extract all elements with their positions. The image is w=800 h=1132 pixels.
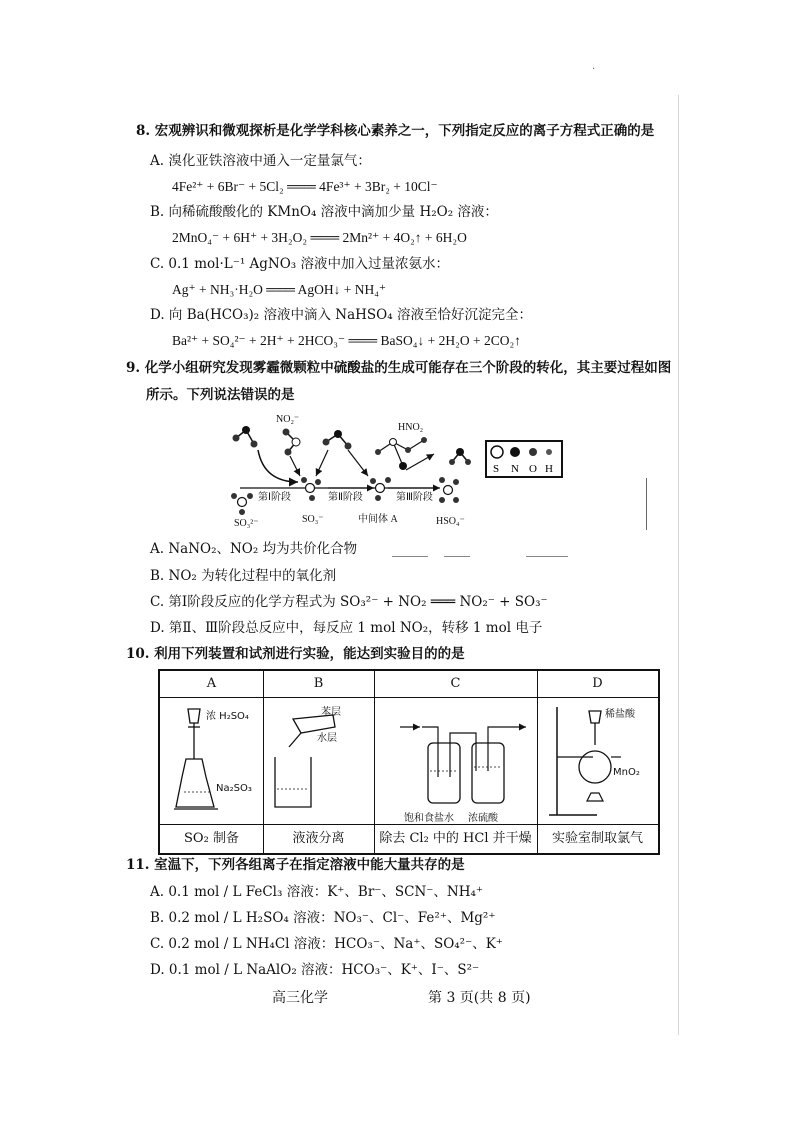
q11-option-a: A. 0.1 mol / L FeCl₃ 溶液：K⁺、Br⁻、SCN⁻、NH₄⁺ [150, 884, 484, 900]
q8-option-b: B. 向稀硫酸酸化的 KMnO₄ 溶液中滴加少量 H₂O₂ 溶液： [150, 204, 498, 220]
label-d-acid: 稀盐酸 [605, 709, 635, 720]
legend-n: N [511, 463, 519, 475]
q10-header-c: C [374, 671, 537, 698]
q10-column-c [374, 671, 538, 853]
label-d-solid: MnO₂ [613, 767, 640, 778]
so3-label: SO₃⁻ [302, 514, 324, 525]
legend-n-atom [510, 447, 520, 457]
q8-option-c: C. 0.1 mol·L⁻¹ AgNO₃ 溶液中加入过量浓氨水： [150, 256, 449, 272]
q10-header-b: B [263, 671, 374, 698]
beaker [275, 757, 311, 807]
hso4-label: HSO₄⁻ [436, 516, 465, 527]
q9-option-c: C. 第Ⅰ阶段反应的化学方程式为 SO₃²⁻ + NO₂ ═══ NO₂⁻ + SO₃⁻ [150, 594, 548, 610]
arrow-hno2-out [406, 454, 434, 470]
dropping-funnel [589, 711, 601, 723]
label-b-top: 苯层 [321, 707, 341, 718]
label-c-left: 饱和食盐水 [404, 813, 454, 824]
scan-rule [526, 556, 568, 557]
intermediate-label: 中间体 A [358, 514, 398, 525]
q9-option-a: A. NaNO₂、NO₂ 均为共价化合物 [150, 541, 358, 557]
stage3-label: 第Ⅲ阶段 [396, 492, 433, 503]
label-c-right: 浓硫酸 [468, 813, 498, 824]
scan-mark: · [592, 64, 596, 75]
q8-stem: 8. 宏观辨识和微观探析是化学学科核心素养之一，下列指定反应的离子方程式正确的是 [136, 123, 655, 139]
so3-2-label: SO₃²⁻ [234, 518, 259, 529]
molecule-intermediate [370, 477, 391, 501]
q10-purpose-a: SO₂ 制备 [160, 824, 263, 853]
round-flask [579, 751, 611, 783]
scan-edge-line [646, 478, 647, 530]
molecule-right [449, 448, 471, 465]
wash-bottle-left [428, 743, 460, 803]
alcohol-lamp [587, 793, 603, 801]
q8-option-b-equation: 2MnO₄⁻ + 6H⁺ + 3H₂O₂ ═══ 2Mn²⁺ + 4O₂↑ + 6H₂O [172, 230, 467, 245]
q10-purpose-b: 液液分离 [263, 824, 374, 853]
arrow-to-intermediate [348, 450, 368, 476]
q9-option-d: D. 第Ⅱ、Ⅲ阶段总反应中，每反应 1 mol NO₂，转移 1 mol 电子 [150, 620, 543, 636]
stage2-label: 第Ⅱ阶段 [328, 492, 363, 503]
page-edge-shadow [678, 95, 679, 1035]
legend-o-atom [529, 448, 537, 456]
arrow-middle-in [316, 450, 328, 476]
no2-label: NO₂⁻ [276, 414, 300, 425]
molecule-so3 [301, 477, 321, 501]
scan-rule [444, 556, 470, 557]
q9-stem-line2: 所示。下列说法错误的是 [146, 387, 295, 403]
q10-column-a [160, 671, 264, 853]
legend-h-atom [546, 449, 552, 455]
label-a-acid: 浓 H₂SO₄ [206, 711, 249, 722]
q10-apparatus-table [158, 669, 660, 855]
q9-stem-line1: 9. 化学小组研究发现雾霾微颗粒中硫酸盐的生成可能存在三个阶段的转化，其主要过程如图 [126, 360, 672, 376]
molecule-no2 [283, 429, 301, 456]
molecule-hso4 [439, 477, 459, 503]
q10-header-d: D [537, 671, 658, 698]
q8-option-d: D. 向 Ba(HCO₃)₂ 溶液中滴入 NaHSO₄ 溶液至恰好沉淀完全： [150, 307, 532, 323]
scan-rule [392, 556, 428, 557]
label-b-bottom: 水层 [317, 733, 337, 744]
label-a-salt: Na₂SO₃ [216, 783, 252, 794]
molecule-so3-2 [231, 493, 253, 515]
q11-stem: 11. 室温下，下列各组离子在指定溶液中能大量共存的是 [126, 857, 465, 873]
separatory-funnel [188, 709, 200, 723]
q9-option-b: B. NO₂ 为转化过程中的氧化剂 [150, 568, 337, 584]
molecule-top-left [233, 426, 258, 448]
q10-purpose-d: 实验室制取氯气 [537, 824, 658, 853]
conical-flask [176, 759, 214, 807]
apparatus-b [263, 697, 374, 825]
apparatus-a [160, 697, 263, 825]
q10-column-b [263, 671, 375, 853]
arrow-no2-in [290, 456, 300, 476]
arrow-stage1-curve [258, 450, 298, 482]
q8-option-a-equation: 4Fe²⁺ + 6Br⁻ + 5Cl₂ ═══ 4Fe³⁺ + 3Br₂ + 10Cl⁻ [172, 179, 438, 194]
molecule-hno2 [375, 437, 427, 470]
q11-option-b: B. 0.2 mol / L H₂SO₄ 溶液：NO₃⁻、Cl⁻、Fe²⁺、Mg²⁺ [150, 910, 496, 926]
legend-s-atom [491, 446, 503, 458]
q8-option-d-equation: Ba²⁺ + SO₄²⁻ + 2H⁺ + 2HCO₃⁻ ═══ BaSO₄↓ + 2H₂O + 2CO₂↑ [172, 333, 521, 348]
apparatus-d [537, 697, 658, 825]
q8-option-c-equation: Ag⁺ + NH₃·H₂O ═══ AgOH↓ + NH₄⁺ [172, 282, 387, 297]
q10-header-a: A [160, 671, 263, 698]
q10-stem: 10. 利用下列装置和试剂进行实验，能达到实验目的的是 [126, 646, 465, 662]
q10-purpose-c: 除去 Cl₂ 中的 HCl 并干燥 [374, 824, 537, 853]
legend-h: H [545, 463, 553, 475]
q11-option-c: C. 0.2 mol / L NH₄Cl 溶液：HCO₃⁻、Na⁺、SO₄²⁻、K⁺ [150, 936, 503, 952]
footer-subject: 高三化学 [272, 990, 328, 1006]
q9-reaction-diagram [228, 410, 648, 530]
legend-o: O [529, 463, 537, 475]
hno2-label: HNO₂ [398, 422, 424, 433]
stage1-label: 第Ⅰ阶段 [258, 492, 291, 503]
q8-option-a: A. 溴化亚铁溶液中通入一定量氯气： [150, 153, 371, 169]
q10-column-d [537, 671, 658, 853]
apparatus-c [374, 697, 537, 825]
legend-s: S [493, 463, 500, 475]
atom-legend [485, 440, 563, 478]
footer-page-number: 第 3 页(共 8 页) [428, 990, 531, 1006]
q11-option-d: D. 0.1 mol / L NaAlO₂ 溶液：HCO₃⁻、K⁺、I⁻、S²⁻ [150, 962, 480, 978]
molecule-middle [323, 430, 352, 450]
